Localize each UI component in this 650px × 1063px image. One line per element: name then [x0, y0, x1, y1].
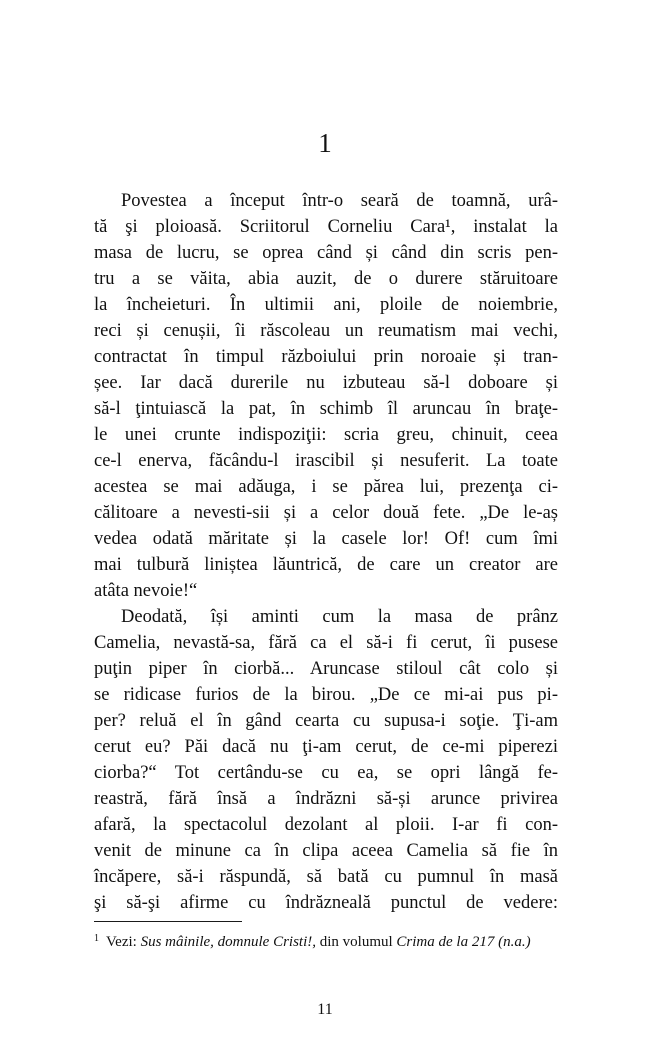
text-line: tru a se văita, abia auzit, de o durere stăruitoare [94, 269, 558, 289]
text-line: să-l ţintuiască la pat, în schimb îl aruncau în braţe- [94, 399, 558, 419]
text-line: Deodată, își aminti cum la masa de prânz [121, 607, 558, 627]
text-line: încăpere, să-i răspundă, să bată cu pumnul în masă [94, 867, 558, 887]
text-line: la încheieturi. În ultimii ani, ploile de noiembrie, [94, 295, 558, 315]
text-line: afară, la spectacolul dezolant al ploii. I-ar fi con- [94, 815, 558, 835]
footnote-segments [106, 934, 531, 950]
text-line: tă şi ploioasă. Scriitorul Corneliu Cara¹, instalat la [94, 217, 558, 237]
footnote-marker: 1 [94, 933, 99, 944]
text-line: Camelia, nevastă-sa, fără ca el să-i fi cerut, îi pusese [94, 633, 558, 653]
text-line: venit de minune ca în clipa aceea Camelia să fie în [94, 841, 558, 861]
text-line: le unei crunte indispoziţii: scria greu, chinuit, ceea [94, 425, 558, 445]
body-paragraphs [94, 188, 558, 916]
text-line: vedea odată măritate și la casele lor! Of! cum îmi [94, 529, 558, 549]
footnote-divider [94, 921, 242, 922]
text-line: Povestea a început într-o seară de toamnă, urâ- [121, 191, 558, 211]
text-line: masa de lucru, se oprea când și când din scris pen- [94, 243, 558, 263]
text-line: ciorba?“ Tot certându-se cu ea, se opri lângă fe- [94, 763, 558, 783]
text-line: reci și cenușii, îi răscoleau un reumatism mai vechi, [94, 321, 558, 341]
footnote-text-segment: Crima de la 217 (n.a.) [396, 934, 531, 950]
paragraph [94, 188, 558, 604]
text-line: se ridicase furios de la birou. „De ce mi-ai pus pi- [94, 685, 558, 705]
text-line: contractat în timpul războiului prin noroaie și tran- [94, 347, 558, 367]
text-line: atâta nevoie!“ [94, 581, 198, 601]
footnote-text-segment: Sus mâinile, domnule Cristi!, [140, 934, 316, 950]
footnote-text-segment: Vezi: [106, 934, 141, 950]
text-line: puţin piper în ciorbă... Aruncase stiloul cât colo și [94, 659, 558, 679]
text-line: acestea se mai adăuga, i se părea lui, prezenţa ci- [94, 477, 558, 497]
text-line: călitoare a nevesti-sii și a celor două fete. „De le-aș [94, 503, 558, 523]
text-line: mai tulbură liniștea lăuntrică, de care un creator are [94, 555, 558, 575]
paragraph [94, 604, 558, 916]
text-line: cerut eu? Păi dacă nu ţi-am cerut, de ce-mi piperezi [94, 737, 558, 757]
footnote [94, 921, 558, 952]
text-line: per? reluă el în gând cearta cu supusa-i soţie. Ţi-am [94, 711, 558, 731]
footnote-text-segment: din volumul [316, 934, 397, 950]
page-number: 11 [317, 1001, 333, 1018]
text-line: şi să-şi afirme cu îndrăzneală punctul de vedere: [94, 893, 558, 913]
text-line: reastră, fără însă a îndrăzni să-și arunce privirea [94, 789, 558, 809]
footnote-text [94, 929, 558, 952]
text-line: șee. Iar dacă durerile nu izbuteau să-l doboare și [94, 373, 558, 393]
text-line: ce-l enerva, făcându-l irascibil și nesuferit. La toate [94, 451, 558, 471]
chapter-number: 1 [318, 128, 332, 158]
